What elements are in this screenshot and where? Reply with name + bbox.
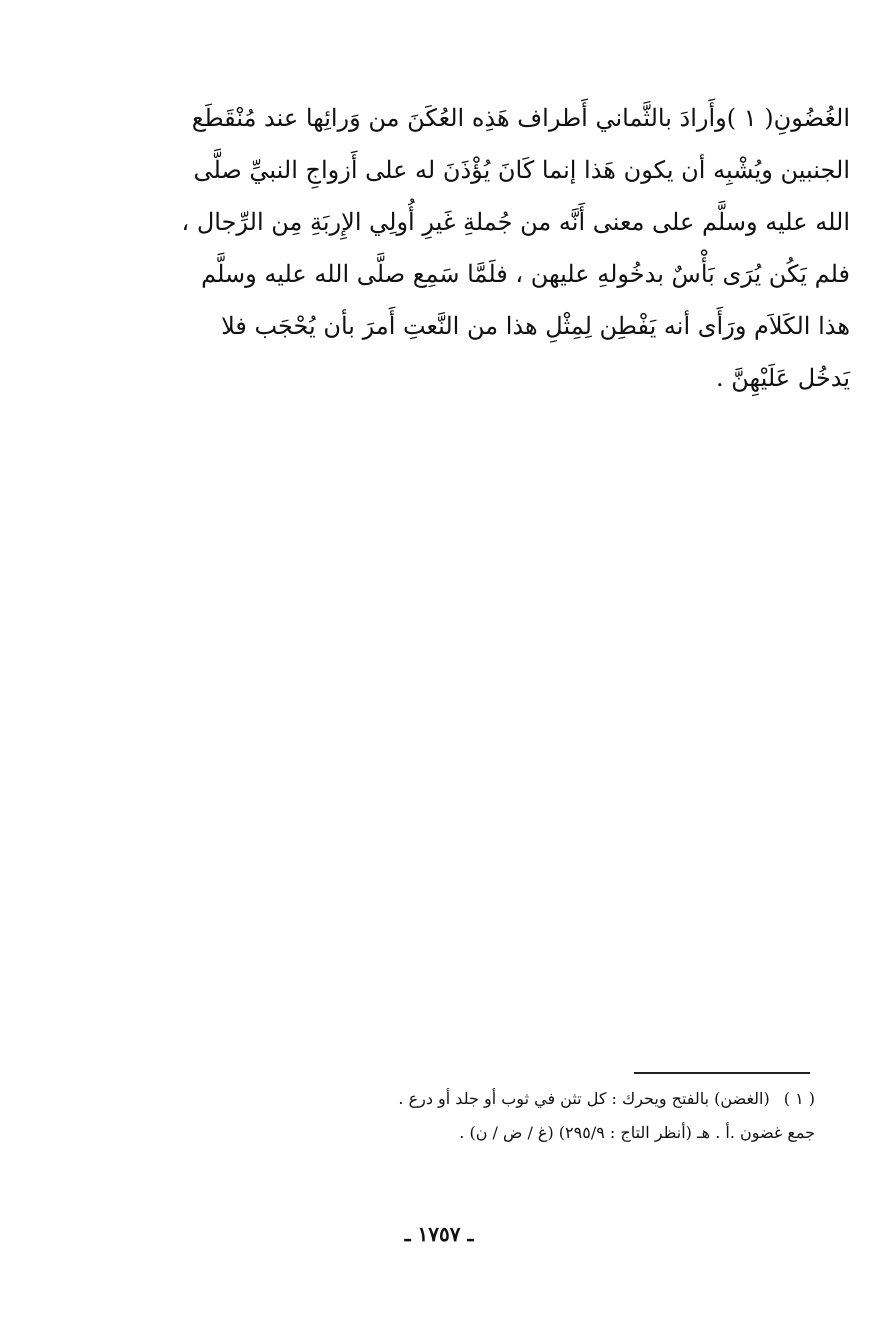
text-line: الجنبين ويُشْبِه أن يكون هَذا إنما كَانَ يُؤْذَنَ له على أَزواجِ النبيِّ صلَّى <box>193 156 850 184</box>
footnote-separator <box>634 1072 810 1074</box>
footnotes-block <box>180 1082 815 1150</box>
text-line: الله عليه وسلَّم على معنى أَنَّه من جُملةِ غَيرِ أُولِي الإِربَةِ مِن الرِّجال ، <box>181 208 850 236</box>
text-line: الغُضُونِ( ١ )وأَرادَ بالثَّماني أَطراف هَذِه العُكَنَ من وَرائِها عند مُنْقَطَع <box>191 104 850 132</box>
main-text-block <box>150 92 850 404</box>
text-line: فلم يَكُن يُرَى بَأْسٌ بدخُولهِ عليهن ، فلَمَّا سَمِع صلَّى الله عليه وسلَّم <box>201 260 850 288</box>
footnote-line: جمع غضون .أ . هـ (أنظر التاج : ٢٩٥/٩) (غ / ض / ن) . <box>459 1123 815 1142</box>
text-line: يَدخُل عَلَيْهِنَّ . <box>715 364 850 392</box>
page-number: ـ ١٧٥٧ ـ <box>404 1222 474 1246</box>
footnote-line <box>180 1082 815 1116</box>
footnote-marker: ( ١ ) <box>783 1089 815 1108</box>
footnote-text: (الغضن) بالفتح ويحرك : كل تثن في ثوب أو جلد أو درع . <box>398 1089 770 1108</box>
text-line: هذا الكَلاَم ورَأَى أنه يَفْطِن لِمِثْلِ هذا من النَّعتِ أَمرَ بأن يُحْجَب فلا <box>221 312 850 340</box>
